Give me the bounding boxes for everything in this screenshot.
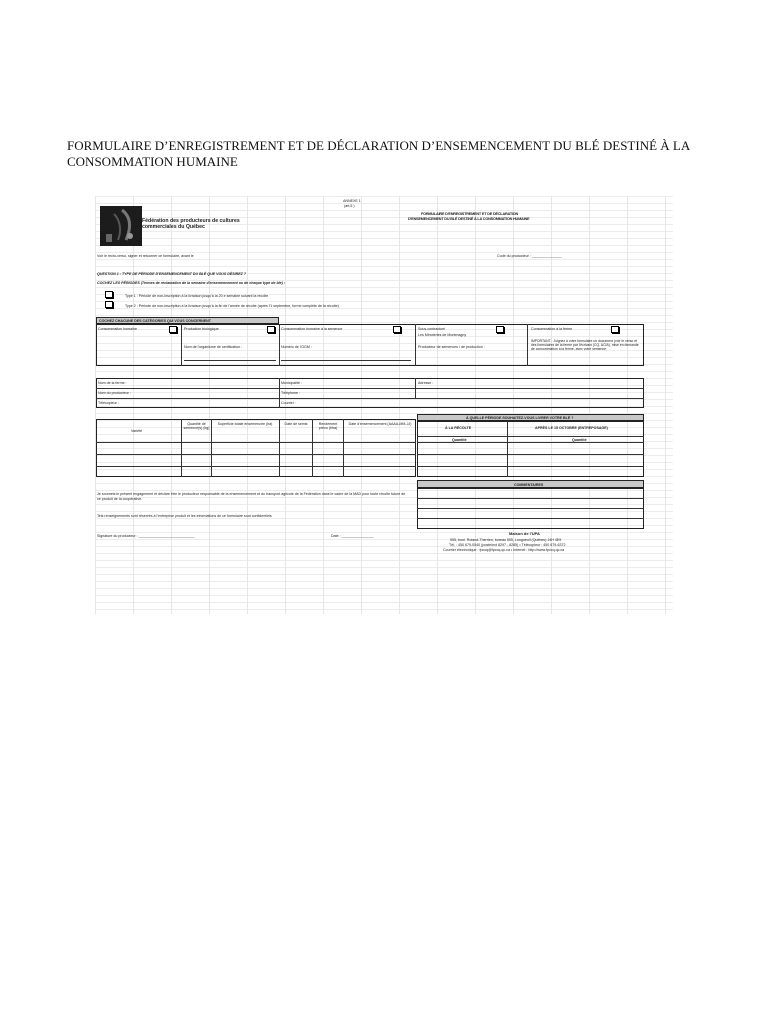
grid-row-line bbox=[96, 442, 416, 443]
organism-label: Nom de l'organisme de certification : bbox=[184, 345, 243, 349]
divider bbox=[181, 419, 182, 477]
category-label: Production biologique bbox=[184, 327, 219, 331]
quantite-recolte: Quantité bbox=[452, 438, 467, 442]
identification-box bbox=[96, 378, 644, 408]
period-header bbox=[417, 414, 644, 421]
type2-checkbox[interactable] bbox=[105, 301, 113, 308]
registration-form-sheet bbox=[95, 196, 673, 614]
categories-header-label: COCHEZ CHACUNE DES CATÉGORIES QUI VOUS CONCERNENT bbox=[99, 319, 211, 323]
divider bbox=[417, 436, 644, 437]
form-title-line2: D'ENSEMENCEMENT DU BLÉ DESTINÉ À LA CONSOMMATION HUMAINE bbox=[408, 217, 530, 221]
divider bbox=[415, 324, 416, 366]
upa-email: Courrier électronique : fpccq@fpccq.qc.ca • Internet : http://www.fpccq.qc.ca bbox=[443, 548, 565, 552]
divider bbox=[417, 442, 644, 443]
grid-row-line bbox=[96, 454, 416, 455]
divider bbox=[96, 398, 644, 399]
divider bbox=[343, 419, 344, 477]
header-date-ensemencement: Date d'ensemencement (AAAA-MM-JJ) bbox=[348, 422, 412, 426]
federation-name-2: commerciales du Québec bbox=[142, 224, 205, 230]
field-courriel[interactable]: Courriel : bbox=[281, 401, 296, 405]
document-title: FORMULAIRE D’ENREGISTREMENT ET DE DÉCLARATION D’ENSEMENCEMENT DU BLÉ DESTINÉ À LA CONSOMMATION HUMAINE bbox=[67, 138, 690, 169]
grid-row-line bbox=[96, 466, 416, 467]
category-checkbox-ferme[interactable] bbox=[611, 326, 619, 333]
important-note: IMPORTANT : Joignez à votre formulaire un document (voir le verso et des formulaires de la ferme par l'écrivain (CQ, ACIA), mise en demande de consommation à la ferme, avec votre semence. bbox=[531, 339, 639, 351]
field-producteur[interactable]: Nom du producteur : bbox=[98, 391, 131, 395]
divider bbox=[96, 388, 644, 389]
comments-header bbox=[417, 480, 644, 488]
ogm-label: Numéro de l'OGM : bbox=[281, 345, 312, 349]
categories-header bbox=[96, 317, 279, 324]
upa-phone: Tél. : 450 679-0540 (poste/ext 8297 - 8285) • Télécopieur : 450 679-6372 bbox=[449, 543, 566, 547]
category-label: Sous-contractuel bbox=[418, 327, 445, 331]
header-quantite: Quantité de semence(s) (kg) bbox=[183, 422, 210, 430]
divider bbox=[527, 324, 528, 366]
grid-row-line bbox=[417, 466, 644, 467]
divider bbox=[312, 419, 313, 477]
annex-sub: (art.5 ) bbox=[344, 204, 355, 208]
upa-address: 555, boul. Roland-Therrien, bureau 505, Longueuil (Québec) J4H 4E9 bbox=[450, 538, 562, 542]
header-variete: Variété bbox=[131, 429, 143, 433]
header-rendement: Rendement prévu (t/ha) bbox=[318, 422, 338, 430]
federation-logo bbox=[100, 206, 142, 246]
partner-label: Producteur de semences / de production : bbox=[418, 345, 485, 349]
ogm-line[interactable] bbox=[281, 360, 411, 361]
category-label: Consommation à la ferme bbox=[531, 327, 573, 331]
divider bbox=[211, 419, 212, 477]
maison-upa: Maison de l'UPA bbox=[509, 531, 540, 536]
comments-line bbox=[417, 498, 644, 499]
category-label: Consommation humaine bbox=[98, 327, 137, 331]
annex-label: ANNEXE 1 bbox=[343, 199, 361, 203]
category-checkbox-biologique[interactable] bbox=[267, 326, 275, 333]
date-field[interactable]: Date : ________________ bbox=[331, 534, 374, 538]
category-checkbox-consommation[interactable] bbox=[169, 326, 177, 333]
comments-line bbox=[417, 518, 644, 519]
declaration-text-2: Tels renseignements sont réservés à l'entreprise produit et les informations de ce formulaire sont confidentiels bbox=[97, 514, 272, 518]
sous-contractuel-sub: Les Minoteries de Montmagny bbox=[418, 333, 467, 337]
wheat-logo-icon bbox=[100, 206, 142, 246]
field-municipalite[interactable]: Municipalité : bbox=[281, 381, 302, 385]
type1-checkbox[interactable] bbox=[105, 291, 113, 298]
divider bbox=[279, 324, 280, 366]
form-title-line1: FORMULAIRE D'ENREGISTREMENT ET DE DÉCLARATION bbox=[421, 212, 519, 216]
grid-row-line bbox=[417, 454, 644, 455]
header-superficie: Superficie totale ensemencée (ha) bbox=[217, 422, 273, 426]
producer-code-field[interactable]: Code du producteur : _______________ bbox=[497, 254, 562, 258]
question-type: QUESTION 1 : TYPE DE PÉRIODE D'ENSEMENCEMENT DU BLÉ QUE VOUS DÉSIREZ ? bbox=[97, 272, 247, 276]
organism-line[interactable] bbox=[184, 360, 276, 361]
signature-field[interactable]: Signature du producteur : ____________________________ bbox=[97, 534, 195, 538]
period-recolte: À LA RÉCOLTE bbox=[445, 426, 472, 430]
divider bbox=[181, 324, 182, 366]
category-label: Consommation humaine à la semence bbox=[281, 327, 343, 331]
comments-line bbox=[417, 508, 644, 509]
header-date-semis: Date de semis bbox=[284, 422, 308, 426]
seeding-grid-left bbox=[96, 419, 416, 477]
category-checkbox-sous-contractuel[interactable] bbox=[496, 326, 504, 333]
divider bbox=[415, 378, 416, 398]
field-entreprise[interactable]: Nom de la ferme : bbox=[98, 381, 127, 385]
comments-label: COMMENTAIRES bbox=[514, 483, 544, 487]
return-instructions: Voir le recto-verso, signer et retourner ce formulaire, avant le bbox=[97, 254, 194, 258]
divider bbox=[279, 419, 280, 477]
period-header-label: À QUELLE PÉRIODE SOUHAITEZ-VOUS LIVRER VOTRE BLÉ ? bbox=[466, 416, 574, 420]
field-telecopieur[interactable]: Télécopieur : bbox=[98, 401, 119, 405]
category-checkbox-semence[interactable] bbox=[393, 326, 401, 333]
field-adresse[interactable]: Adresse : bbox=[418, 381, 434, 385]
federation-name-1: Fédération des producteurs de cultures bbox=[142, 218, 240, 224]
declaration-text: Je soumets le présent engagement et déclare être le producteur responsable de la ensemencement et du transport agricole de la Fédération dans le cadre de la MAD pour toute récolte future de ce produit de la coopérative. bbox=[97, 492, 406, 501]
divider bbox=[507, 421, 508, 477]
divider bbox=[279, 378, 280, 408]
type2-label: Type 2 : Période de non-inscription à la livraison jusqu'à la fin de l'année de récolte (après l'1 septembre, forme complète de la récolte) bbox=[125, 304, 339, 308]
type1-label: Type 1 : Période de non-inscription à la livraison jusqu'à la 20 e semaine suivant la récolte bbox=[125, 294, 269, 298]
quantite-apres: Quantité bbox=[572, 438, 587, 442]
question-periods: COCHEZ LES PÉRIODES (Termes de réclamation de la semaine d'ensemencement ou de chaque type de blé) : bbox=[97, 281, 286, 285]
field-telephone[interactable]: Téléphone : bbox=[281, 391, 300, 395]
period-apres: APRÈS LE 15 OCTOBRE (ENTREPOSAGE) bbox=[535, 426, 608, 430]
